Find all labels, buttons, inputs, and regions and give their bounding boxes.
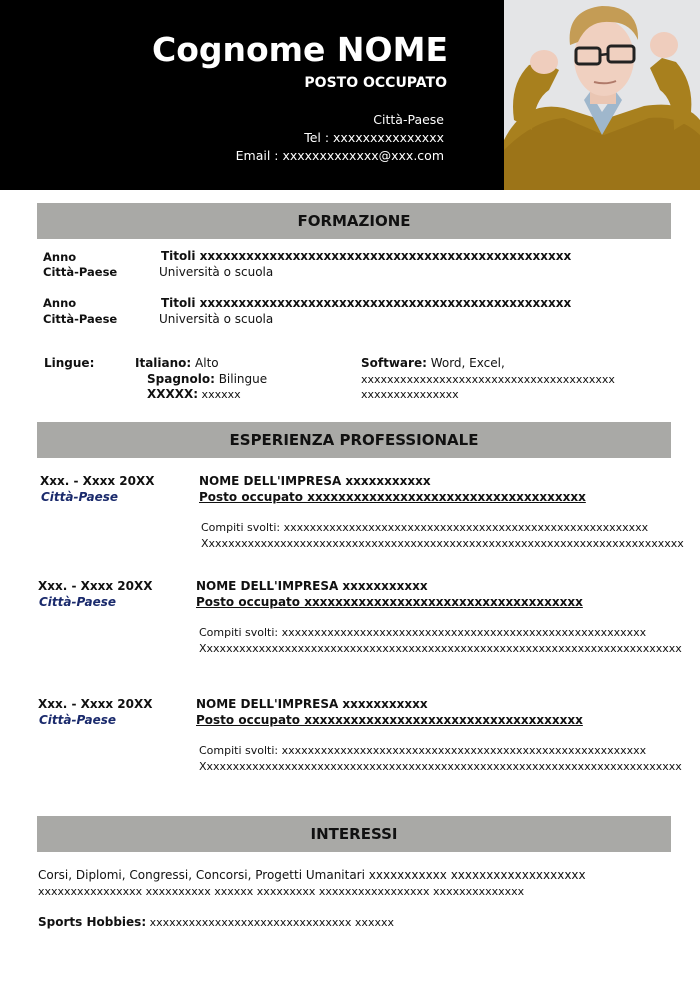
language-level: xxxxxx (198, 388, 241, 401)
language-name: Spagnolo: (147, 372, 215, 386)
cv-header (0, 0, 700, 190)
job-title: POSTO OCCUPATO (304, 75, 447, 91)
tasks-line: Xxxxxxxxxxxxxxxxxxxxxxxxxxxxxxxxxxxxxxxxxxxxxxxxxxxxxxxxxxxxxxxxxxxxxxxxxx (199, 760, 682, 773)
company-name: NOME DELL'IMPRESA xxxxxxxxxxx (199, 474, 431, 488)
position-title: Posto occupato xxxxxxxxxxxxxxxxxxxxxxxxxxxxxxxxxxxx (196, 595, 583, 609)
language-item (135, 356, 219, 370)
experience-city: Città-Paese (39, 595, 117, 609)
contact-city: Città-Paese (373, 112, 444, 127)
experience-dates: Xxx. - Xxxx 20XX (38, 579, 153, 593)
software-extra: xxxxxxxxxxxxxxx (361, 388, 459, 401)
tasks-line: Xxxxxxxxxxxxxxxxxxxxxxxxxxxxxxxxxxxxxxxxxxxxxxxxxxxxxxxxxxxxxxxxxxxxxxxxxx (199, 642, 682, 655)
education-titles: Titoli xxxxxxxxxxxxxxxxxxxxxxxxxxxxxxxxxxxxxxxxxxxxxxxx (161, 249, 572, 263)
tasks-line: Compiti svolti: xxxxxxxxxxxxxxxxxxxxxxxxxxxxxxxxxxxxxxxxxxxxxxxxxxxxxxxx (199, 744, 647, 757)
software-value: Word, Excel, (426, 356, 505, 370)
interests-line: xxxxxxxxxxxxxxxx xxxxxxxxxx xxxxxx xxxxxxxxx xxxxxxxxxxxxxxxxx xxxxxxxxxxxxxx (38, 885, 525, 898)
education-city: Città-Paese (43, 312, 118, 326)
software-label: Software: (361, 356, 427, 370)
header-background (0, 0, 504, 190)
language-name: XXXXX: (147, 387, 199, 401)
interests-line: Corsi, Diplomi, Congressi, Concorsi, Progetti Umanitari xxxxxxxxxxx xxxxxxxxxxxxxxxxxxx (38, 868, 586, 882)
profile-photo (504, 0, 700, 190)
sports-label: Sports Hobbies: (38, 915, 147, 929)
education-school: Università o scuola (159, 312, 274, 326)
sports-hobbies (38, 915, 394, 929)
position-title: Posto occupato xxxxxxxxxxxxxxxxxxxxxxxxxxxxxxxxxxxx (196, 713, 583, 727)
education-year: Anno (43, 250, 77, 264)
person-photo-icon (504, 0, 700, 190)
education-year: Anno (43, 296, 77, 310)
candidate-name: Cognome NOME (152, 30, 448, 69)
contact-email: Email : xxxxxxxxxxxxx@xxx.com (235, 148, 444, 163)
section-header-esperienza: ESPERIENZA PROFESSIONALE (37, 422, 671, 458)
language-item (147, 372, 267, 386)
position-title: Posto occupato xxxxxxxxxxxxxxxxxxxxxxxxxxxxxxxxxxxx (199, 490, 586, 504)
language-level: Bilingue (214, 372, 268, 386)
education-titles: Titoli xxxxxxxxxxxxxxxxxxxxxxxxxxxxxxxxxxxxxxxxxxxxxxxx (161, 296, 572, 310)
language-name: Italiano: (135, 356, 192, 370)
education-school: Università o scuola (159, 265, 274, 279)
tasks-line: Xxxxxxxxxxxxxxxxxxxxxxxxxxxxxxxxxxxxxxxxxxxxxxxxxxxxxxxxxxxxxxxxxxxxxxxxxx (201, 537, 684, 550)
section-header-interessi: INTERESSI (37, 816, 671, 852)
experience-dates: Xxx. - Xxxx 20XX (40, 474, 155, 488)
languages-label: Lingue: (44, 356, 95, 370)
experience-city: Città-Paese (41, 490, 119, 504)
experience-dates: Xxx. - Xxxx 20XX (38, 697, 153, 711)
sports-value: xxxxxxxxxxxxxxxxxxxxxxxxxxxxxxx xxxxxx (146, 916, 394, 929)
tasks-line: Compiti svolti: xxxxxxxxxxxxxxxxxxxxxxxxxxxxxxxxxxxxxxxxxxxxxxxxxxxxxxxx (199, 626, 647, 639)
contact-tel: Tel : xxxxxxxxxxxxxxx (304, 130, 444, 145)
contact-info (236, 111, 444, 165)
experience-city: Città-Paese (39, 713, 117, 727)
section-header-formazione: FORMAZIONE (37, 203, 671, 239)
company-name: NOME DELL'IMPRESA xxxxxxxxxxx (196, 579, 428, 593)
education-city: Città-Paese (43, 265, 118, 279)
company-name: NOME DELL'IMPRESA xxxxxxxxxxx (196, 697, 428, 711)
tasks-line: Compiti svolti: xxxxxxxxxxxxxxxxxxxxxxxxxxxxxxxxxxxxxxxxxxxxxxxxxxxxxxxx (201, 521, 649, 534)
language-item (147, 387, 241, 401)
language-level: Alto (191, 356, 219, 370)
software-extra: xxxxxxxxxxxxxxxxxxxxxxxxxxxxxxxxxxxxxxx (361, 373, 615, 386)
software-line (361, 356, 505, 370)
